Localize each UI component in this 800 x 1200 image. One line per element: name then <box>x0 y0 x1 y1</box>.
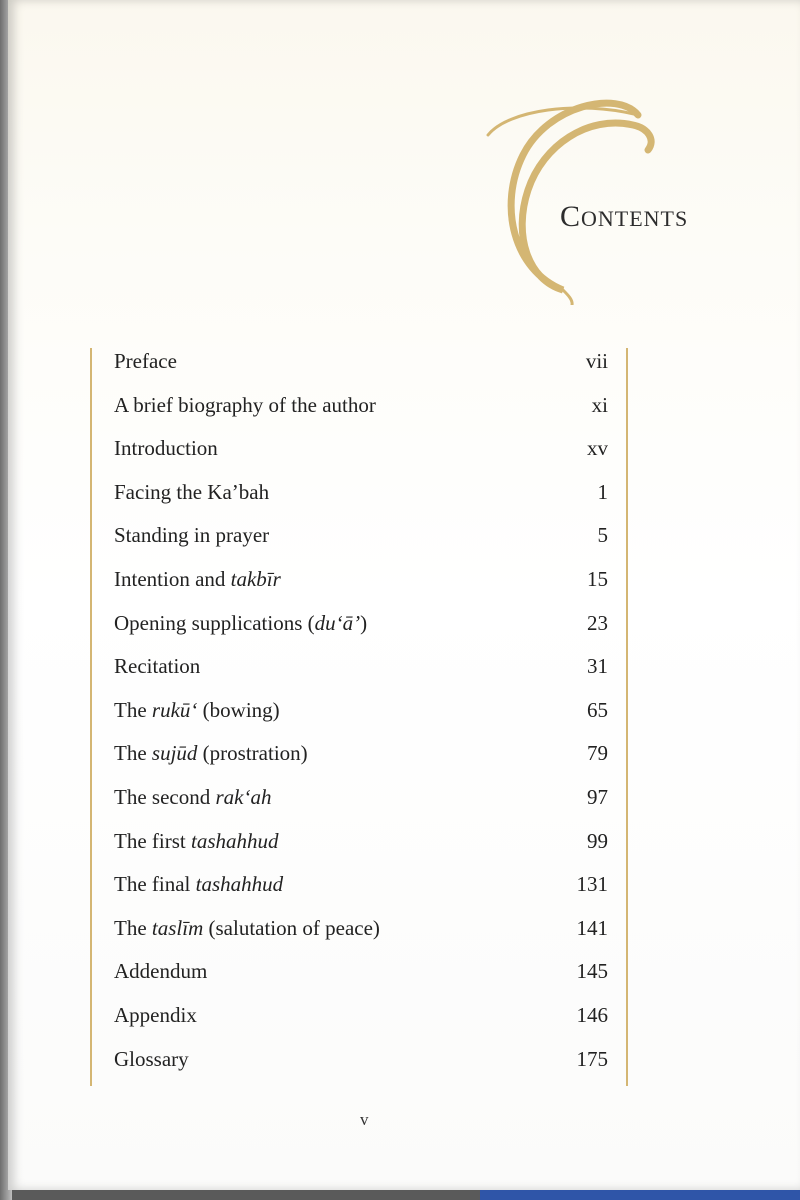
toc-entry <box>114 1043 608 1087</box>
toc-title-text: The final <box>114 872 196 897</box>
toc-entry <box>114 868 608 912</box>
toc-entry-title <box>114 829 279 854</box>
toc-entry-title <box>114 1003 197 1028</box>
toc-title-italic: taslīm <box>151 915 204 940</box>
toc-title-italic: tashahhud <box>190 828 279 853</box>
toc-title-text: Introduction <box>114 436 218 461</box>
toc-title-text: Standing in prayer <box>114 523 270 548</box>
toc-entry-title <box>114 349 177 374</box>
toc-entry-page: 146 <box>576 1002 608 1027</box>
toc-title-text: Intention and <box>114 566 231 591</box>
toc-entry-title <box>114 523 269 548</box>
toc-title-text: The <box>114 915 152 940</box>
toc-entry-title <box>114 785 271 810</box>
toc-entry-page: 23 <box>587 610 608 635</box>
toc-entry-page: 145 <box>576 959 608 984</box>
page-title <box>560 200 688 234</box>
book-page <box>8 0 800 1190</box>
toc-entry-page: xi <box>591 392 608 417</box>
toc-entry-page: 175 <box>576 1046 608 1071</box>
title-rest: ONTENTS <box>581 206 689 231</box>
toc-entry-title <box>114 654 200 679</box>
toc-entry <box>114 650 608 694</box>
toc-entry-title <box>114 393 376 418</box>
table-of-contents <box>114 345 608 1086</box>
toc-entry-title <box>114 959 207 984</box>
toc-entry-page: 97 <box>587 784 608 809</box>
toc-entry <box>114 345 608 389</box>
toc-title-text: Recitation <box>114 654 201 679</box>
toc-entry-page: 65 <box>587 697 608 722</box>
toc-entry-title <box>114 916 380 941</box>
toc-title-text: Facing the Ka’bah <box>114 479 270 504</box>
toc-entry-page: 79 <box>587 741 608 766</box>
toc-title-text: Opening supplications ( <box>114 610 315 635</box>
toc-entry-page: 99 <box>587 828 608 853</box>
toc-entry-page: 5 <box>597 523 608 548</box>
toc-entry-page: 131 <box>576 872 608 897</box>
toc-title-text: Glossary <box>114 1046 189 1071</box>
toc-title-suffix: (salutation of peace) <box>203 915 380 940</box>
toc-entry <box>114 825 608 869</box>
toc-title-text: The second <box>114 784 216 809</box>
toc-title-italic: sujūd <box>151 741 198 766</box>
toc-title-suffix: (bowing) <box>197 697 280 722</box>
toc-entry <box>114 694 608 738</box>
toc-entry-title <box>114 1047 189 1072</box>
toc-entry <box>114 912 608 956</box>
toc-title-text: A brief biography of the author <box>114 392 376 417</box>
toc-entry-page: xv <box>587 436 608 461</box>
cover-strip <box>480 1190 800 1200</box>
toc-entry-title <box>114 567 281 592</box>
toc-title-text: The <box>114 697 152 722</box>
toc-entry-page: 15 <box>587 566 608 591</box>
toc-title-text: The first <box>114 828 191 853</box>
toc-title-italic: takbīr <box>230 566 281 591</box>
toc-title-text: Appendix <box>114 1002 197 1027</box>
toc-title-text: The <box>114 741 152 766</box>
toc-entry-title <box>114 436 218 461</box>
toc-title-italic: rukū‘ <box>151 697 198 722</box>
toc-entry-page: vii <box>585 349 608 373</box>
toc-title-italic: rak‘ah <box>215 784 272 809</box>
left-gold-rule <box>90 348 92 1086</box>
title-initial: C <box>560 200 582 233</box>
toc-title-suffix: ) <box>360 610 368 635</box>
toc-entry-title <box>114 480 269 505</box>
toc-entry-page: 1 <box>597 479 608 504</box>
toc-entry <box>114 999 608 1043</box>
toc-entry-page: 141 <box>576 915 608 940</box>
toc-entry <box>114 519 608 563</box>
toc-entry-title <box>114 872 283 897</box>
toc-entry <box>114 781 608 825</box>
toc-title-italic: tashahhud <box>195 872 284 897</box>
toc-title-text: Addendum <box>114 959 208 984</box>
toc-title-text: Preface <box>114 349 177 373</box>
toc-entry <box>114 737 608 781</box>
toc-title-italic: du‘ā’ <box>314 610 361 635</box>
toc-entry-title <box>114 611 367 636</box>
toc-entry-title <box>114 698 280 723</box>
toc-entry <box>114 389 608 433</box>
toc-entry <box>114 563 608 607</box>
toc-entry <box>114 476 608 520</box>
right-gold-rule <box>626 348 628 1086</box>
toc-entry-title <box>114 741 308 766</box>
toc-entry <box>114 955 608 999</box>
toc-title-suffix: (prostration) <box>197 741 308 766</box>
page-number: v <box>360 1110 369 1129</box>
toc-entry <box>114 607 608 651</box>
toc-entry-page: 31 <box>587 654 608 679</box>
toc-entry <box>114 432 608 476</box>
